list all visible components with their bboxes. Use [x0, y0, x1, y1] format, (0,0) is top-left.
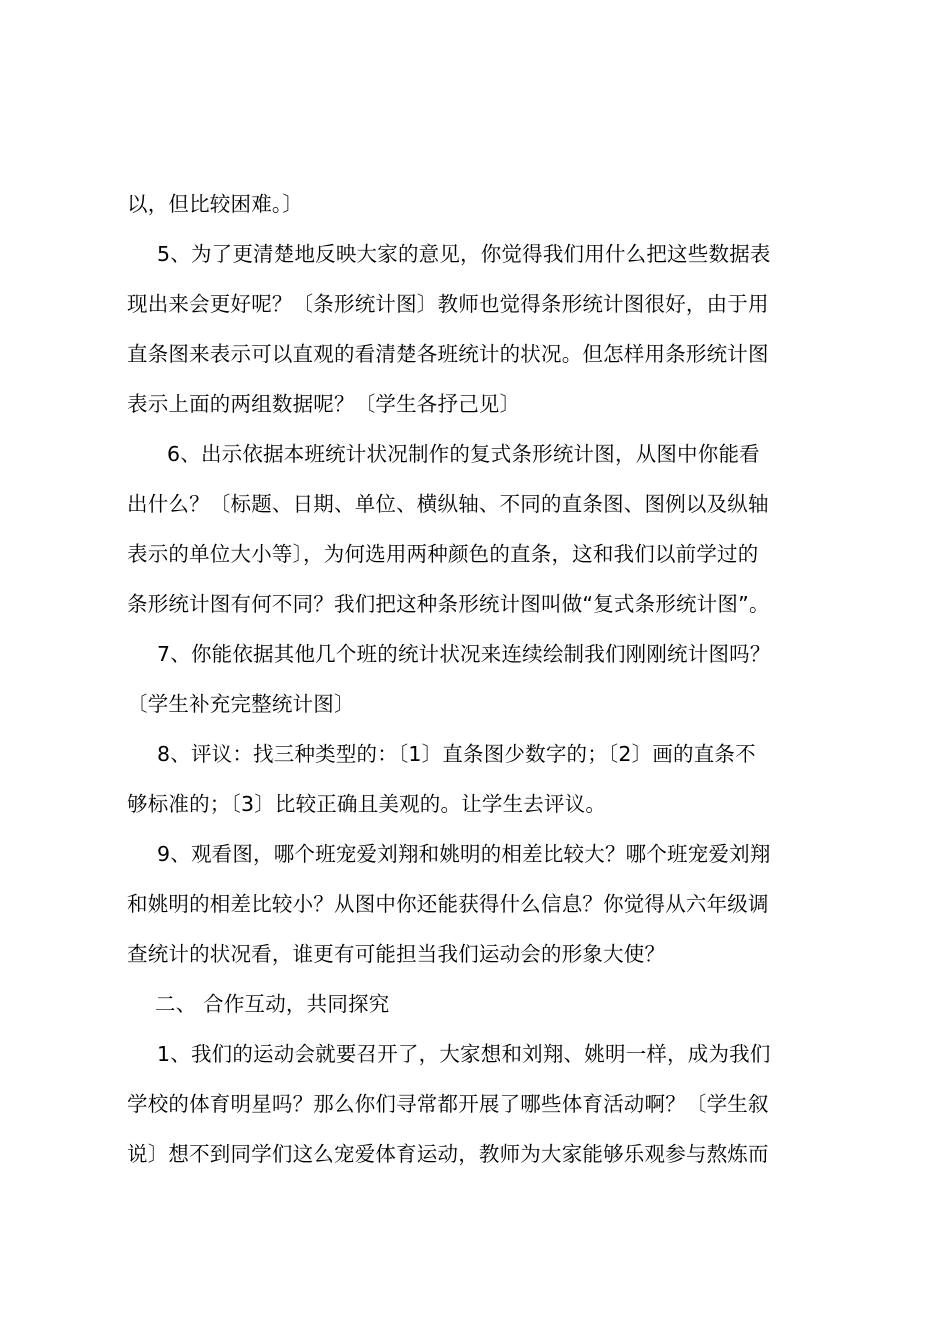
text-line: 说〕想不到同学们这么宠爱体育运动，教师为大家能够乐观参与熬炼而 [127, 1142, 769, 1166]
text-line: 8、评议：找三种类型的：〔1〕直条图少数字的；〔2〕画的直条不 [157, 742, 756, 766]
text-line: 以，但比较困难。〕 [127, 192, 304, 216]
text-line: 和姚明的相差比较小？从图中你还能获得什么信息？你觉得从六年级调 [127, 892, 769, 916]
section-heading: 二、 合作互动，共同探究 [155, 992, 390, 1016]
text-line: 7、你能依据其他几个班的统计状况来连续绘制我们刚刚统计图吗？ [157, 642, 771, 666]
text-line: 9、观看图，哪个班宠爱刘翔和姚明的相差比较大？哪个班宠爱刘翔 [157, 842, 771, 866]
text-line: 1、我们的运动会就要召开了，大家想和刘翔、姚明一样，成为我们 [157, 1042, 771, 1066]
text-line: 查统计的状况看，谁更有可能担当我们运动会的形象大使？ [127, 942, 666, 966]
text-line: 6、出示依据本班统计状况制作的复式条形统计图，从图中你能看 [167, 442, 760, 466]
text-line: 现出来会更好呢？〔条形统计图〕教师也觉得条形统计图很好，由于用 [127, 292, 769, 316]
text-line: 直条图来表示可以直观的看清楚各班统计的状况。但怎样用条形统计图 [127, 342, 769, 366]
text-line: 条形统计图有何不同？我们把这种条形统计图叫做“复式条形统计图”。 [127, 592, 770, 616]
text-line: 够标准的；〔3〕比较正确且美观的。让学生去评议。 [127, 792, 607, 816]
text-line: 出什么？〔标题、日期、单位、横纵轴、不同的直条图、图例以及纵轴 [127, 492, 769, 516]
text-line: 5、为了更清楚地反映大家的意见，你觉得我们用什么把这些数据表 [157, 242, 771, 266]
text-line: 表示上面的两组数据呢？〔学生各抒己见〕 [127, 392, 521, 416]
text-line: 〔学生补充完整统计图〕 [127, 692, 355, 716]
text-line: 学校的体育明星吗？那么你们寻常都开展了哪些体育活动啊？〔学生叙 [127, 1092, 769, 1116]
text-line: 表示的单位大小等〕，为何选用两种颜色的直条，这和我们以前学过的 [127, 542, 759, 566]
